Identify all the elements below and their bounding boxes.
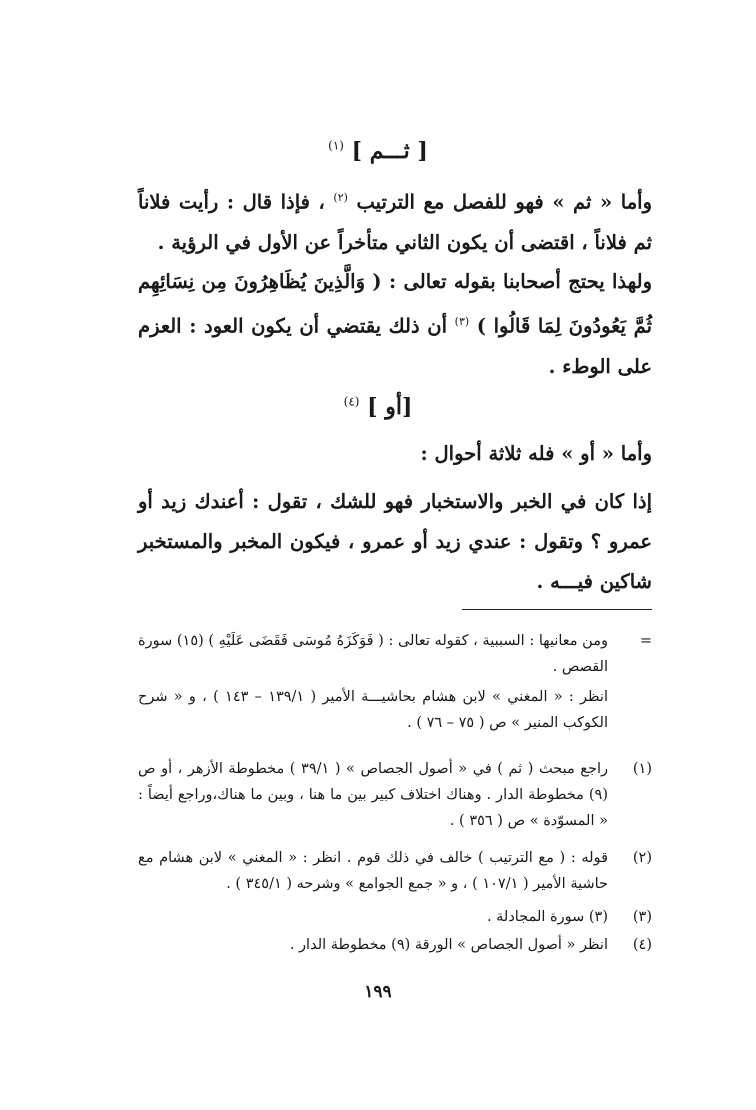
footnote-text: (٣) سورة المجادلة . [486, 909, 608, 925]
continuation-marker: = [639, 633, 652, 649]
footnote-ref: (٢) [333, 191, 348, 204]
footnote-1 [138, 756, 652, 834]
footnote-text: قوله : ( مع الترتيب ) خالف في ذلك قوم . انظر : « المغني » لابن هشام مع حاشية الأمير ( ١٠٧/١ ) ، و « جمع الجوامع » وشرحه ( ٣٤٥/١ ) . [138, 850, 608, 892]
footnote-3 [138, 904, 652, 930]
paragraph-text: إذا كان في الخبر والاستخبار فهو للشك ، تقول : أعندك زيد أو عمرو ؟ وتقول : عندي زيد أو عمرو ، فيكون المخبر والمستخبر شاكين فيـــه . [138, 490, 652, 593]
section-heading-aw [0, 394, 756, 420]
footnote-2 [138, 845, 652, 897]
footnote-continuation [138, 628, 652, 680]
footnote-text: انظر : « المغني » لابن هشام بحاشيـــة الأمير ( ١٣٩/١ – ١٤٣ ) ، و « شرح الكوكب المنير » ص ( ٧٥ – ٧٦ ) . [138, 689, 608, 731]
heading-title: [أو ] [367, 394, 413, 420]
paragraph-aw-doubt [138, 482, 652, 602]
footnote-4 [138, 932, 652, 958]
paragraph-text: وأما « أو » فله ثلاثة أحوال : [420, 442, 652, 465]
section-heading-thumma [0, 138, 756, 164]
paragraph-thumma [138, 178, 652, 263]
footnote-ref: (١) [328, 138, 344, 153]
footnote-number: (٣) [632, 909, 652, 925]
paragraph-text: وأما « ثم » فهو للفصل مع الترتيب [356, 190, 652, 214]
footnote-continuation-2 [138, 684, 652, 736]
page-number: ١٩٩ [364, 982, 392, 1002]
paragraph-verse [138, 262, 652, 387]
paragraph-text: أن ذلك يقتضي أن يكون العود : العزم على الوطء . [138, 314, 652, 378]
heading-title: [ ثـــم ] [351, 138, 428, 164]
paragraph-aw-intro [138, 434, 652, 474]
footnote-ref: (٣) [454, 315, 470, 328]
footnote-divider [462, 609, 652, 610]
footnote-number: (٤) [632, 937, 652, 953]
footnote-number: (٢) [632, 850, 652, 866]
paragraph-text: ، فإذا قال : رأيت فلاناً ثم فلاناً ، اقتضى أن يكون الثاني متأخراً عن الأول في الرؤية . [138, 190, 652, 254]
footnote-text: ومن معانيها : السببية ، كقوله تعالى : ( فَوَكَزَهُ مُوسَى فَقَضَى عَلَيْهِ ) (١٥) سورة القصص . [138, 633, 608, 675]
footnote-text: راجع مبحث ( ثم ) في « أصول الجصاص » ( ٣٩/١ ) مخطوطة الأزهر ، أو ص (٩) مخطوطة الدار . وهناك اختلاف كبير بين ما هنا ، وبين ما هناك،وراجع أيضاً : « المسوّدة » ص ( ٣٥٦ ) . [138, 761, 608, 829]
paragraph-text: ولهذا يحتج أصحابنا بقوله تعالى : ( وَالَّذِينَ يُظَاهِرُونَ مِن نِسَائِهِم ثُمَّ يَعُودُونَ لِمَا قَالُوا ) [138, 270, 652, 338]
footnote-text: انظر « أصول الجصاص » الورقة (٩) مخطوطة الدار . [289, 937, 608, 953]
footnote-ref: (٤) [343, 394, 360, 409]
footnote-number: (١) [632, 761, 652, 777]
